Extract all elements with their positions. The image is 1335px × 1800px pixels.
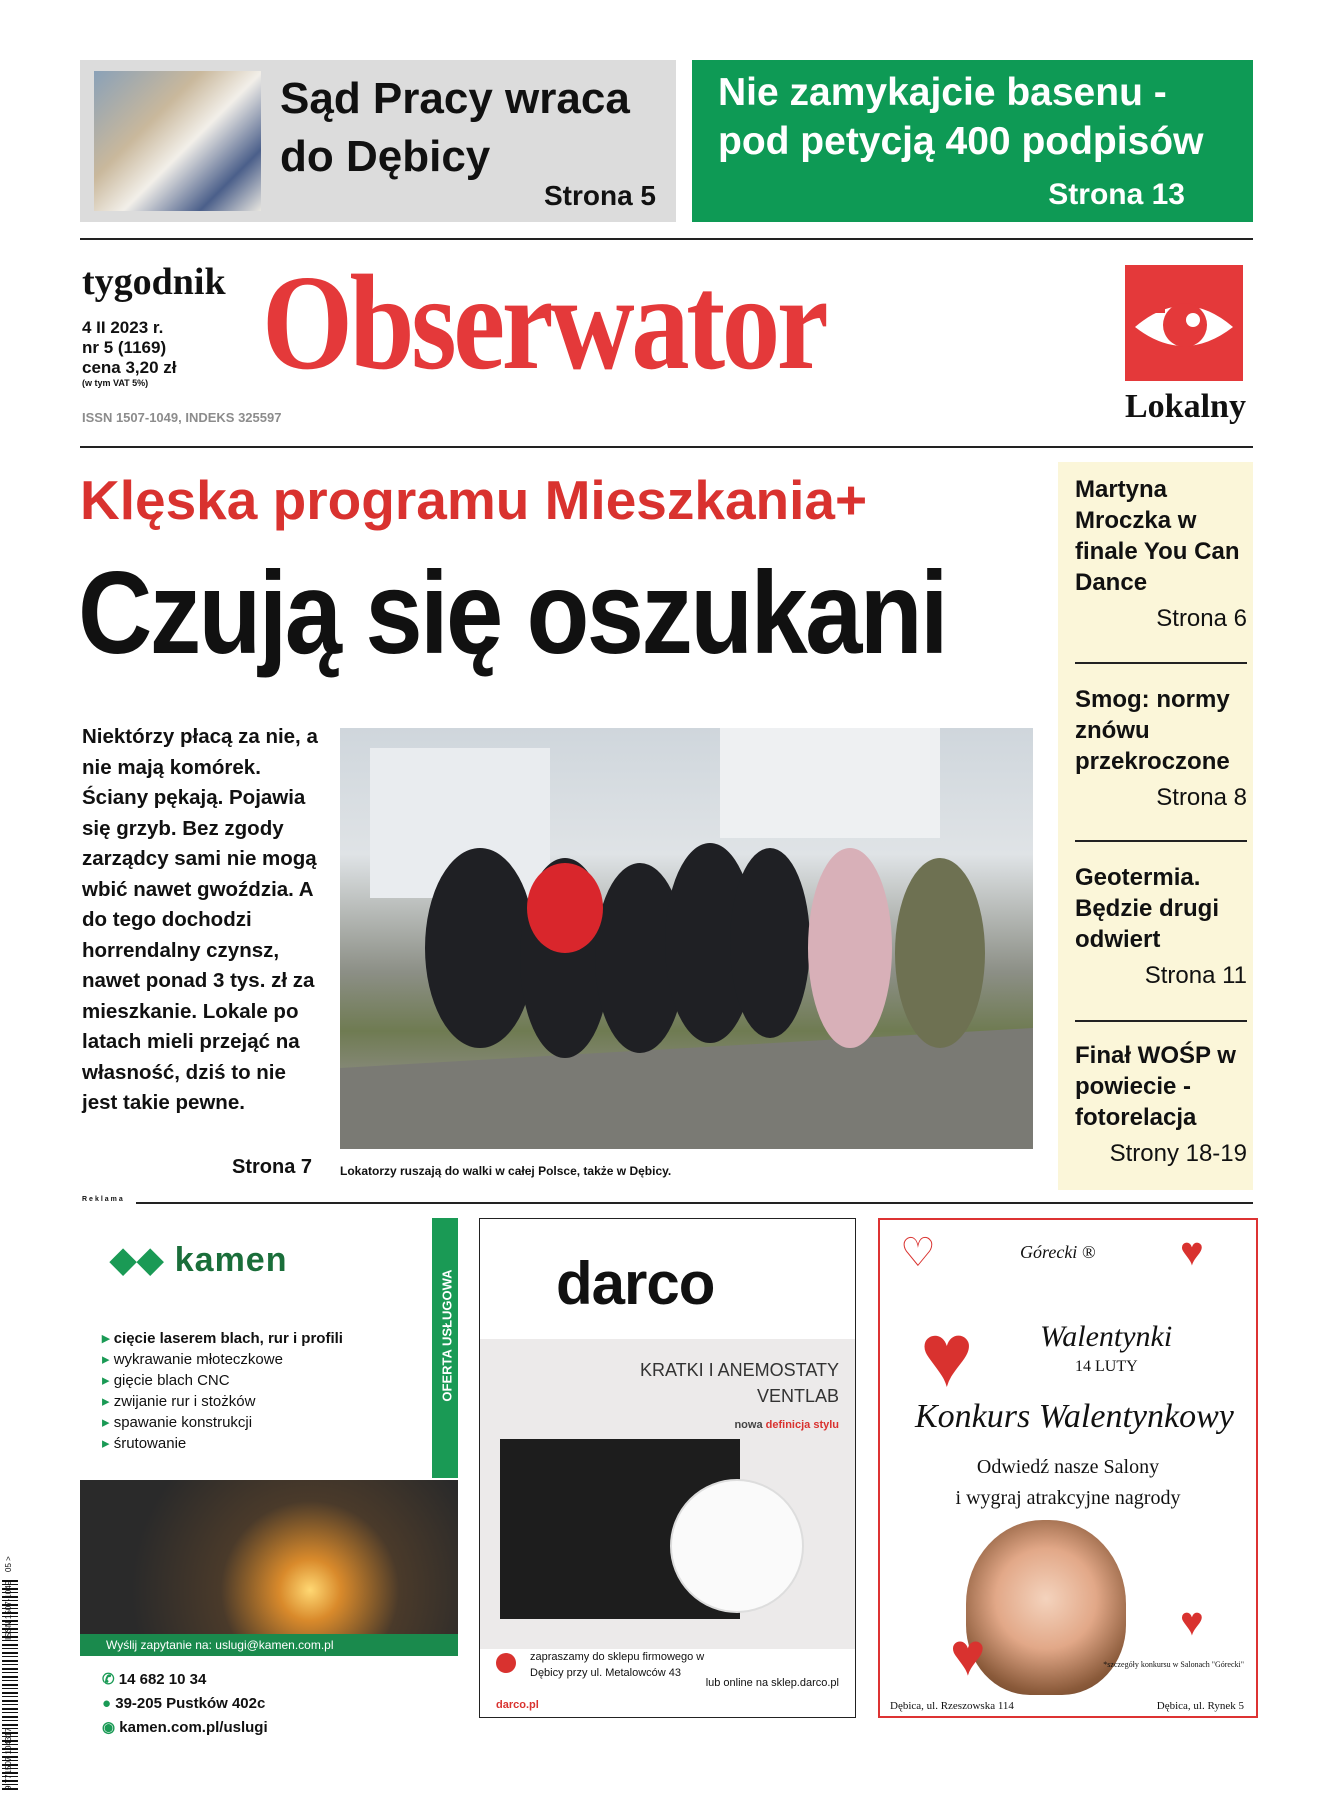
globe-icon: ◉ [102,1719,120,1736]
ad-kamen[interactable] [80,1218,458,1736]
kamen-cta[interactable]: Wyślij zapytanie na: uslugi@kamen.com.pl [80,1634,458,1656]
gorecki-note: *szczegóły konkursu w Salonach "Górecki" [1103,1660,1244,1669]
divider [1075,662,1247,664]
heart-icon: ♥ [920,1306,974,1406]
barcode-suffix: 05 > [4,1556,13,1572]
sidebar [1058,462,1253,1190]
darco-tagline [734,1419,839,1431]
list-item: ▸ cięcie laserem blach, rur i profili [102,1328,343,1349]
list-item: ▸ gięcie blach CNC [102,1370,343,1391]
reklama-label: Reklama [82,1196,125,1203]
ad-darco[interactable] [479,1218,856,1718]
kamen-contact [102,1668,268,1740]
sidebar-page: Strona 11 [1144,962,1247,989]
teaser-page: Strona 5 [543,180,656,211]
darco-shop: zapraszamy do sklepu firmowego w Dębicy przy ul. Metalowców 43 [530,1651,705,1679]
sidebar-page: Strona 8 [1156,784,1247,811]
arrow-right-icon [496,1653,516,1673]
gorecki-text1: Odwiedź nasze Salony [976,1456,1160,1478]
heart-icon: ♥ [950,1621,986,1688]
teaser-title: Sąd Pracy wraca do Dębicy [280,74,630,181]
issue-price: cena 3,20 zł [82,358,177,377]
divider [80,238,1253,240]
list-item: ▸ śrutowanie [102,1433,343,1454]
issue-vat: (w tym VAT 5%) [82,378,149,388]
kamen-logo [110,1240,287,1280]
teaser-sad-pracy[interactable] [80,60,676,222]
masthead-meta [82,318,177,388]
list-item: ▸ zwijanie rur i stożków [102,1391,343,1412]
ad-gorecki[interactable] [878,1218,1258,1718]
sidebar-page: Strona 6 [1156,605,1247,632]
kamen-band-label: OFERTA USŁUGOWA [439,1269,455,1402]
sidebar-item[interactable] [1075,1040,1247,1169]
heart-icon: ♥ [1180,1600,1204,1644]
story-kicker[interactable]: Klęska programu Mieszkania+ [80,469,868,531]
sidebar-item[interactable] [1075,862,1247,991]
darco-line1: KRATKI I ANEMOSTATY [639,1360,839,1380]
heart-icon: ♥ [1180,1230,1204,1274]
masthead-tygodnik: tygodnik [82,261,226,303]
woman-photo [966,1520,1126,1695]
logo-subtitle: Lokalny [1125,388,1246,425]
location-icon: ● [102,1695,116,1712]
darco-product [640,1357,839,1409]
divider [1075,840,1247,842]
darco-line2: VENTLAB [756,1386,839,1406]
teaser-photo [94,71,261,211]
darco-online[interactable]: lub online na sklep.darco.pl [705,1677,839,1689]
story-photo [340,728,1033,1149]
gorecki-title: Walentynki [1040,1320,1173,1353]
list-item: ▸ spawanie konstrukcji [102,1412,343,1433]
barcode-number: 9 771507 104317 [4,1727,13,1790]
kamen-band [432,1218,458,1478]
story-headline[interactable]: Czują się oszukani [78,547,946,678]
darco-tag-plain: nowa [734,1419,763,1431]
teaser-basen[interactable] [692,60,1253,222]
sidebar-title: Smog: normy znówu przekroczone [1075,686,1230,775]
phone-icon: ✆ [102,1671,119,1688]
gorecki-logo: Górecki ® [1020,1242,1096,1262]
photo-caption: Lokatorzy ruszają do walki w całej Polsce, także w Dębicy. [340,1164,672,1178]
divider [1075,1020,1247,1022]
issn: ISSN 1507-1049, INDEKS 325597 [82,410,282,425]
issue-date: 4 II 2023 r. [82,318,164,337]
kamen-brand: kamen [174,1241,288,1279]
kamen-web[interactable]: kamen.com.pl/uslugi [119,1719,268,1736]
kamen-phone[interactable]: 14 682 10 34 [118,1671,207,1688]
story-lead: Niektórzy płacą za nie, a nie mają komórek. Ściany pękają. Pojawia się grzyb. Bez zgody zarządcy sami nie mogą wbić nawet gwoździa. A do tego dochodzi horrendalny czynsz, nawet ponad 3 tys. zł za mieszkanie. Lokale po latach mieli przejąć na własność, dziś to nie jest takie pewne. [82,725,318,1114]
darco-vent-image [670,1479,804,1613]
teaser-page: Strona 13 [1048,178,1185,211]
gorecki-text [880,1452,1256,1514]
gorecki-address-2: Dębica, ul. Rynek 5 [1156,1700,1244,1712]
divider [136,1202,1253,1204]
barcode-issn: ISSN 1507-1049 [4,1580,13,1640]
darco-url[interactable]: darco.pl [496,1699,539,1711]
gorecki-date: 14 LUTY [1075,1358,1138,1375]
gorecki-address-1: Dębica, ul. Rzeszowska 114 [890,1700,1014,1712]
laser-photo [80,1480,458,1638]
sidebar-title: Geotermia. Będzie drugi odwiert [1075,864,1220,953]
darco-logo: darco [556,1250,715,1317]
gorecki-contest: Konkurs Walentynkowy [915,1398,1234,1435]
divider [80,446,1253,448]
sidebar-item[interactable] [1075,684,1247,813]
issue-number: nr 5 (1169) [82,338,167,357]
sidebar-title: Martyna Mroczka w finale You Can Dance [1075,476,1240,596]
darco-tag-accent: definicja stylu [765,1419,839,1431]
sidebar-title: Finał WOŚP w powiecie - fotorelacja [1075,1042,1236,1131]
list-item: ▸ wykrawanie młoteczkowe [102,1349,343,1370]
gorecki-text2: i wygraj atrakcyjne nagrody [955,1487,1181,1509]
story-page: Strona 7 [232,1156,313,1178]
teaser-title: Nie zamykajcie basenu - pod petycją 400 podpisów [718,71,1204,163]
kamen-services [102,1328,343,1454]
logo[interactable]: Obserwator [262,248,826,398]
kamen-address: 39-205 Pustków 402c [115,1695,266,1712]
sidebar-page: Strony 18-19 [1109,1140,1247,1167]
sidebar-item[interactable] [1075,474,1247,634]
drop-icon: ◆◆ [110,1241,175,1279]
logo-eye-icon [1125,265,1243,381]
heart-icon: ♡ [900,1231,936,1275]
